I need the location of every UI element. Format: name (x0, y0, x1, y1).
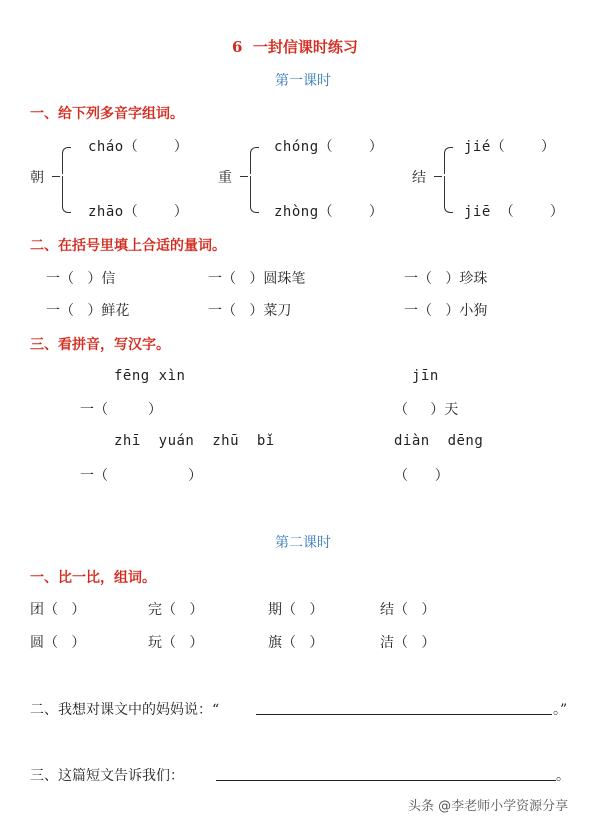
compare-item: 完（ ） (148, 602, 204, 618)
compare-item: 团（ ） (30, 602, 86, 618)
l1-sec1-label: 一、给下列多音字组词。 (30, 106, 184, 122)
l2-sec3-label: 三、这篇短文告诉我们： (30, 768, 184, 784)
measure-word-item: 一（ ）圆珠笔 (208, 271, 306, 287)
compare-item: 玩（ ） (148, 635, 204, 651)
measure-word-item: 一（ ）鲜花 (46, 303, 130, 319)
measure-word-item: 一（ ）小狗 (404, 303, 488, 319)
l2-sec1-label: 一、比一比，组词。 (30, 570, 156, 586)
answer-blank: 一（ ） (80, 468, 203, 484)
compare-item: 圆（ ） (30, 635, 86, 651)
watermark-text: 头条 @李老师小学资源分享 (408, 799, 569, 814)
compare-item: 结（ ） (380, 602, 436, 618)
brace-2-bottom (250, 176, 259, 213)
answer-blank: （ ）天 (394, 402, 459, 418)
pinyin-prompt: fēng xìn (114, 368, 186, 384)
brace-2-tip (240, 176, 248, 177)
l2-sec3-end: 。 (556, 768, 570, 784)
poly-2-top: chóng（ ） (274, 139, 384, 155)
pinyin-prompt: jīn (412, 368, 439, 384)
poly-char-1: 朝 (30, 170, 44, 186)
l1-sec3-label: 三、看拼音，写汉字。 (30, 337, 170, 353)
compare-item: 旗（ ） (268, 635, 324, 651)
measure-word-item: 一（ ）菜刀 (208, 303, 292, 319)
answer-blank: （ ） (394, 468, 449, 484)
brace-1-tip (52, 176, 60, 177)
poly-3-top: jié（ ） (464, 139, 556, 155)
measure-word-item: 一（ ）珍珠 (404, 271, 488, 287)
brace-1-top (62, 147, 71, 174)
brace-2-top (250, 147, 259, 174)
poly-3-bottom: jiē （ ） (464, 204, 565, 220)
write-line (216, 780, 556, 781)
lesson2-heading: 第二课时 (275, 535, 331, 551)
lesson1-heading: 第一课时 (275, 73, 331, 89)
write-line (256, 714, 552, 715)
pinyin-prompt: diàn dēng (394, 433, 484, 449)
brace-3-tip (434, 176, 442, 177)
compare-item: 洁（ ） (380, 635, 436, 651)
brace-3-bottom (444, 176, 453, 213)
poly-1-bottom: zhāo（ ） (88, 204, 189, 220)
l2-sec2-end: 。” (553, 702, 568, 718)
poly-char-2: 重 (218, 170, 232, 186)
brace-1-bottom (62, 176, 71, 213)
l1-sec2-label: 二、在括号里填上合适的量词。 (30, 238, 226, 254)
brace-3-top (444, 147, 453, 174)
pinyin-prompt: zhī yuán zhū bǐ (114, 433, 275, 449)
answer-blank: 一（ ） (80, 402, 163, 418)
poly-char-3: 结 (412, 170, 426, 186)
poly-2-bottom: zhòng（ ） (274, 204, 384, 220)
page-title: 6 一封信课时练习 (232, 38, 358, 56)
compare-item: 期（ ） (268, 602, 324, 618)
measure-word-item: 一（ ）信 (46, 271, 116, 287)
l2-sec2-label: 二、我想对课文中的妈妈说：“ (30, 702, 220, 718)
poly-1-top: cháo（ ） (88, 139, 189, 155)
